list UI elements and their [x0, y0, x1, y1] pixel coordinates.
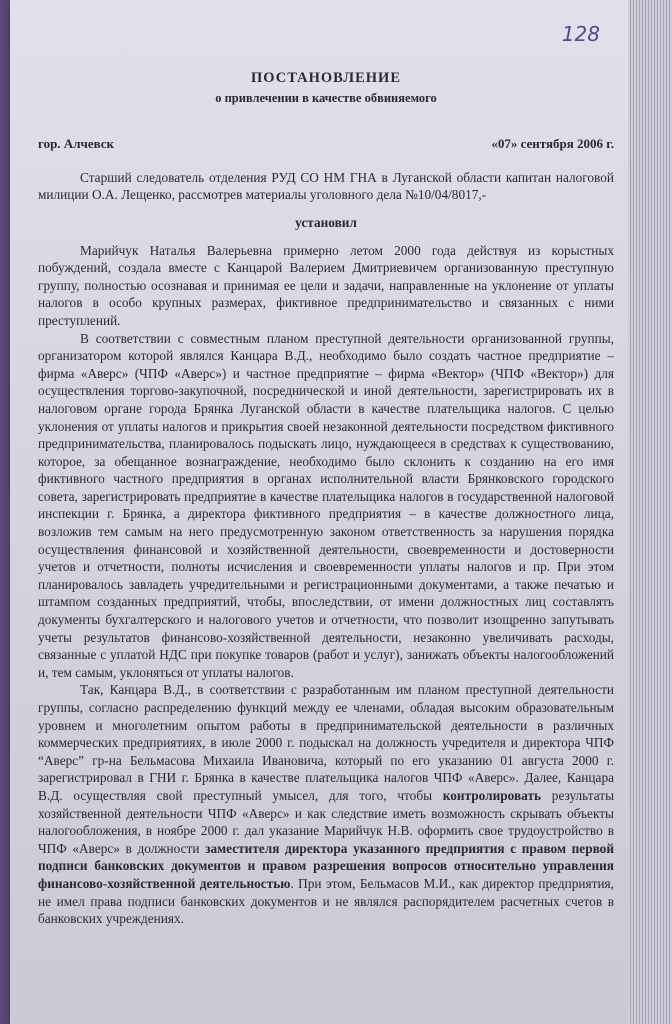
document-content: [38, 70, 614, 928]
date: «07» сентября 2006 г.: [491, 136, 614, 152]
page-number: 128: [561, 22, 600, 46]
document-subtitle: о привлечении в качестве обвиняемого: [215, 90, 437, 105]
paragraph-1: Марийчук Наталья Валерьевна примерно летом 2000 года действуя из корыстных побуждений, создала вместе с Канцарой Валерием Дмитриевичем организованную преступную группу, полностью осознавая и принимая ее цели и задачи, направленные на уклонение от уплаты налогов в особо крупных размерах, фиктивное предпринимательство и связанных с ними преступлений.: [38, 242, 614, 328]
paragraph-2: В соответствии с совместным планом преступной деятельности организованной группы, организатором которой являлся Канцара В.Д., необходимо было создать частное предприятие – фирма «Аверс» (ЧПФ «Аверс») и частное предприятие – фирма «Вектор» (ЧПФ «Вектор») для осуществления торгово-закупочной, посреднической и иной деятельности, зарегистрировать их в налоговом органе города Брянка Луганской области в качестве плательщика налогов. С целью уклонения от уплаты налогов и прикрытия своей незаконной деятельности посредством фиктивного предпринимательства, планировалось подыскать лицо, нуждающееся в средствах к существованию, которое, за обещанное вознаграждение, необходимо было склонить к созданию на его имя фиктивного частного предприятия в органах исполнительной власти Брянковского городского совета, зарегистрировать предприятие в качестве плательщика налогов в государственной налоговой инспекции г. Брянка, а директора фиктивного предприятия – в качестве должностного лица, возложив тем самым на него предусмотренную законом ответственность за нарушения порядка осуществления финансовой и хозяйственной деятельности, своевременности и достоверности учетов и отчетности, полноты исчисления и своевременности уплаты налогов и пр. При этом планировалось завладеть учредительными и регистрационными документами, а также печатью и штампом созданных предприятий, чтобы, впоследствии, от имени должностных лиц составлять документы бухгалтерского и налогового учетов и отчетности, что позволит изощренно запутывать учеты результатов финансово-хозяйственной деятельности, незаконно увеличивать расходы, связанные с уплатой НДС при покупке товаров (работ и услуг), занижать объекты налогообложений и, тем самым, уклоняться от уплаты налогов.: [38, 330, 614, 680]
place-date-line: [38, 135, 614, 153]
paragraph-3-bold-control: контролировать: [442, 787, 542, 803]
intro-paragraph: Старший следователь отделения РУД СО НМ ГНА в Луганской области капитан налоговой милиции О.А. Лещенко, рассмотрев материалы уголовного дела №10/04/8017,-: [38, 169, 614, 203]
paragraph-3: [38, 681, 614, 927]
paragraph-3-part-c: результаты хозяйственной деятельности ЧПФ «Аверс» и как следствие иметь возможность скрывать объекты налогообложения, в ноябре 2000 г. дал указание Марийчук Н.В. оформить свое трудоустройство в ЧПФ «Аверс» в должности: [38, 787, 615, 856]
stacked-page-edges: [628, 0, 672, 1024]
place: гор. Алчевск: [38, 136, 115, 152]
paragraph-3-part-a: Так, Канцара В.Д., в соответствии с разработанным им планом преступной деятельности группы, согласно распределению функций между ее членами, обладая высоким образовательным уровнем и многолетним опытом работы в предпринимательской деятельности в различных коммерческих предприятиях, в июле 2000 г. подыскал на должность учредителя и директора ЧПФ “Аверс” гр-на Бельмасова Михаила Ивановича, который по его указанию 01 августа 2000 г. зарегистрировал в ГНИ г. Брянка в качестве плательщика налогов ЧПФ «Аверс». Далее, Канцара В.Д. осуществляя свой преступный умысел, для того, чтобы: [38, 682, 614, 803]
document-page: [10, 0, 640, 1024]
section-heading: установил: [295, 214, 357, 230]
document-title: ПОСТАНОВЛЕНИЕ: [250, 70, 401, 86]
paragraph-3-part-e: . При этом, Бельмасов М.И., как директор предприятия, не имел права подписи банковских документов и не являлся распорядителем расчетных счетов в банковских учреждениях.: [38, 875, 615, 927]
paragraph-3-bold-position: заместителя директора указанного предприятия с правом первой подписи банковских документов и правом разрешения вопросов относительно управления финансово-хозяйственной деятельностью: [38, 840, 614, 891]
